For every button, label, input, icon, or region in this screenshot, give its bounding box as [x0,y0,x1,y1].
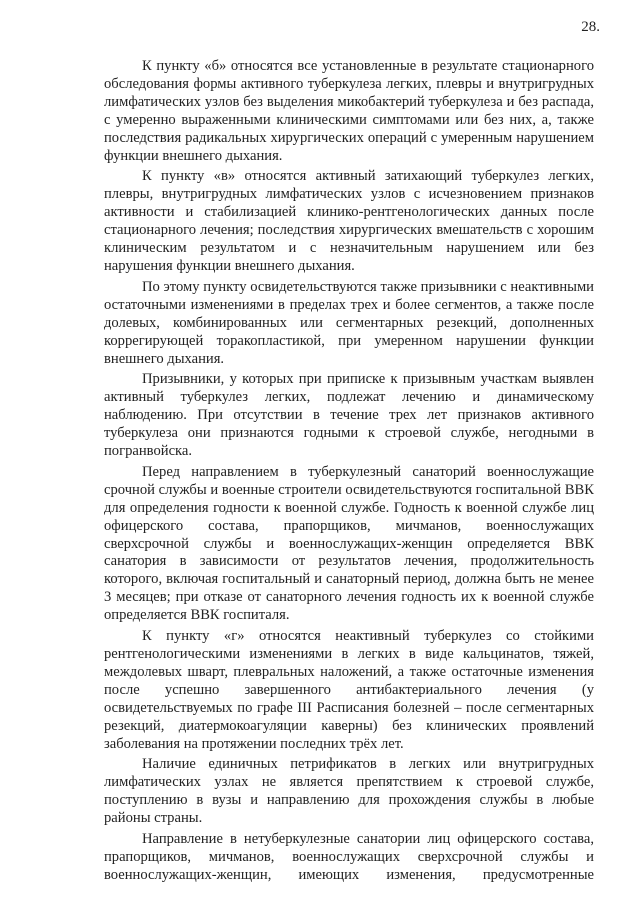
document-body [104,58,594,888]
page-number: 28. [581,19,600,35]
paragraph-conscripts-residual: По этому пункту освидетельствуются также призывники с неактивными остаточными изменениями в пределах трех и более сегментов, а также после долевых, комбинированных или сегментарных резекций, дополненных коррегирующей торакопластикой, при умеренном нарушении функции внешнего дыхания. [104,278,594,367]
paragraph-non-tb-sanatorium: Направление в нетуберкулезные санатории лиц офицерского состава, прапорщиков, мичманов, военнослужащих сверхсрочной службы и военнослужащих-женщин, имеющих изменения, предусмотренные [104,831,594,883]
paragraph-item-b: К пункту «б» относятся все установленные в результате стационарного обследования формы активного туберкулеза легких, плевры и внутригрудных лимфатических узлов без выделения микобактерий туберкулеза и без распада, с умеренно выраженными клиническими симптомами или без них, а, также последствия радикальных хирургических операций с умеренным нарушением функции внешнего дыхания. [104,58,594,164]
paragraph-petrificates: Наличие единичных петрификатов в легких или внутригрудных лимфатических узлах не является препятствием к строевой службе, поступлению в вузы и направлению для прохождения службы в любые районы страны. [104,756,594,827]
paragraph-conscripts-active: Призывники, у которых при приписке к призывным участкам выявлен активный туберкулез легких, подлежат лечению и динамическому наблюдению. При отсутствии в течение трех лет признаков активного туберкулеза они признаются годными к строевой службе, негодными в погранвойска. [104,371,594,460]
paragraph-sanatorium-referral: Перед направлением в туберкулезный санаторий военнослужащие срочной службы и военные строители освидетельствуются госпитальной ВВК для определения годности к военной службе. Годность к военной службе лиц офицерского состава, прапорщиков, мичманов, военнослужащих сверхсрочной службы и военнослужащих-женщин определяется ВВК санатория в зависимости от результатов лечения, продолжительность которого, включая госпитальный и санаторный период, должна быть не менее 3 месяцев; при отказе от санаторного лечения годность их к военной службе определяется ВВК госпиталя. [104,463,594,624]
paragraph-item-g: К пункту «г» относятся неактивный туберкулез со стойкими рентгенологическими изменениями в легких в виде кальцинатов, тяжей, междолевых шварт, плевральных наложений, а также остаточные изменения после успешно завершенного антибактериального лечения (у освидетельствуемых по графе III Расписания болезней – после сегментарных резекций, диатермокоагуляции каверны) без клинических проявлений заболевания на протяжении последних трёх лет. [104,628,594,752]
paragraph-item-v: К пункту «в» относятся активный затихающий туберкулез легких, плевры, внутригрудных лимфатических узлов с исчезновением признаков активности и стабилизацией клинико-рентгенологических данных после стационарного лечения; последствия хирургических вмешательств с хорошим клиническим результатом и с незначительным нарушением или без нарушения функции внешнего дыхания. [104,168,594,274]
